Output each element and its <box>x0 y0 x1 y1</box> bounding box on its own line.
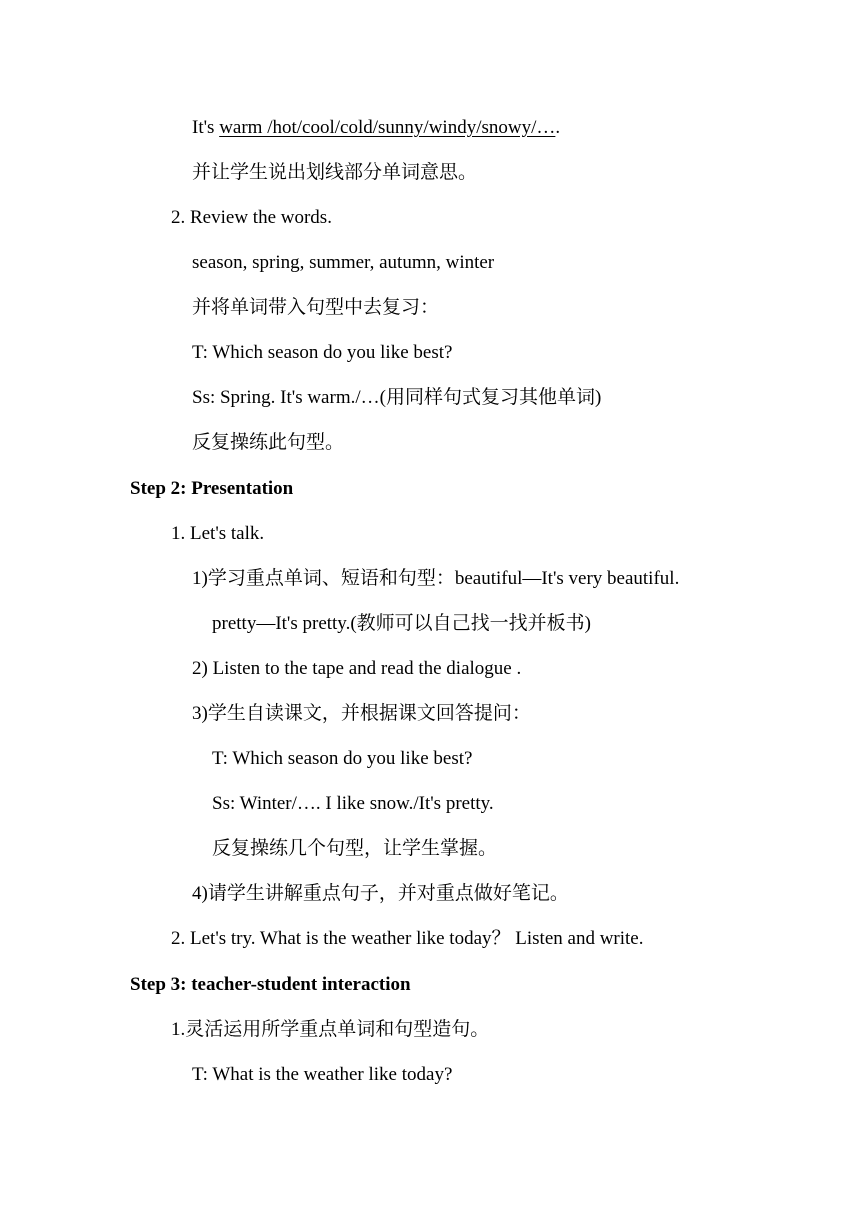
weather-sentence-line <box>192 116 560 140</box>
sub-item-line: 3)学生自读课文，并根据课文回答提问： <box>192 703 531 724</box>
dialogue-line: Ss: Winter/…. I like snow./It's pretty. <box>212 793 494 814</box>
instruction-line: 并让学生说出划线部分单词意思。 <box>192 162 478 183</box>
sub-item-line: 1)学习重点单词、短语和句型：beautiful—It's very beautiful. <box>192 568 680 589</box>
instruction-line: 并将单词带入句型中去复习： <box>192 297 440 318</box>
numbered-item: 2. Let's try. What is the weather like today？ Listen and write. <box>171 928 644 949</box>
sentence-suffix: . <box>555 117 561 138</box>
sentence-prefix: It's <box>192 117 220 138</box>
sub-item-line: 2) Listen to the tape and read the dialogue . <box>192 658 522 679</box>
dialogue-line: Ss: Spring. It's warm./…(用同样句式复习其他单词) <box>192 387 602 408</box>
dialogue-line: T: Which season do you like best? <box>192 342 453 363</box>
sub-item-continuation: pretty—It's pretty.(教师可以自己找一找并板书) <box>212 613 591 634</box>
word-list-line: season, spring, summer, autumn, winter <box>192 252 495 273</box>
dialogue-line: T: What is the weather like today? <box>192 1064 453 1085</box>
sub-item-line: 4)请学生讲解重点句子，并对重点做好笔记。 <box>192 883 569 904</box>
section-heading: Step 3: teacher-student interaction <box>130 974 411 995</box>
dialogue-line: T: Which season do you like best? <box>212 748 473 769</box>
section-heading: Step 2: Presentation <box>130 478 294 499</box>
instruction-line: 反复操练几个句型，让学生掌握。 <box>212 838 498 859</box>
numbered-item: 1. Let's talk. <box>171 523 265 544</box>
numbered-item: 1.灵活运用所学重点单词和句型造句。 <box>171 1019 490 1040</box>
instruction-line: 反复操练此句型。 <box>192 432 345 453</box>
underlined-weather-words: warm /hot/cool/cold/sunny/windy/snowy/… <box>219 117 556 138</box>
numbered-item: 2. Review the words. <box>171 207 332 228</box>
